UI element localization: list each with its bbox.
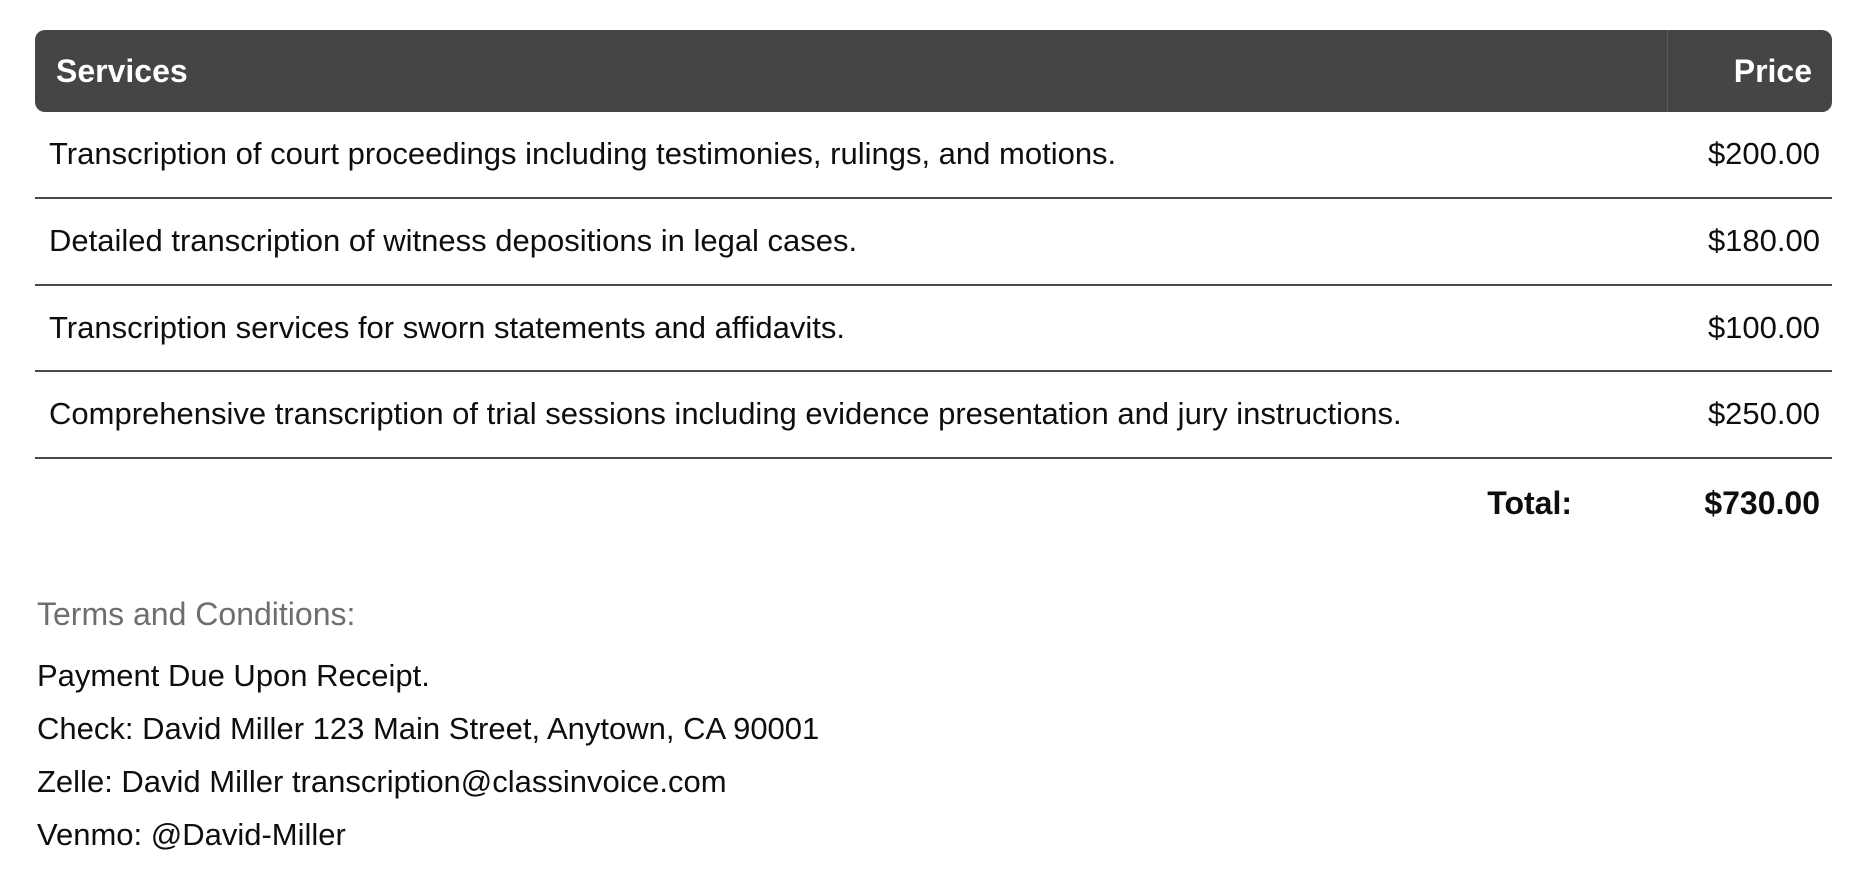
total-label: Total:	[1487, 485, 1572, 522]
services-table	[35, 30, 1832, 548]
terms-line-venmo: Venmo: @David-Miller	[37, 817, 346, 853]
service-description: Transcription of court proceedings including testimonies, rulings, and motions.	[49, 136, 1117, 171]
service-price: $100.00	[1707, 309, 1820, 345]
table-row	[35, 112, 1832, 199]
total-row	[35, 459, 1832, 548]
table-row	[35, 199, 1832, 286]
table-header-row	[35, 30, 1832, 112]
service-price: $250.00	[1707, 396, 1820, 432]
terms-line-zelle: Zelle: David Miller transcription@classinvoice.com	[37, 764, 727, 800]
terms-line-check: Check: David Miller 123 Main Street, Anytown, CA 90001	[37, 711, 820, 747]
total-value: $730.00	[1704, 485, 1820, 522]
table-row	[35, 286, 1832, 373]
column-header-price: Price	[1667, 30, 1832, 112]
service-description: Transcription services for sworn statements and affidavits.	[49, 309, 845, 345]
terms-line-payment: Payment Due Upon Receipt.	[37, 658, 430, 694]
table-row	[35, 372, 1832, 459]
service-description: Comprehensive transcription of trial sessions including evidence presentation and jury instructions.	[49, 396, 1402, 432]
service-description: Detailed transcription of witness depositions in legal cases.	[49, 222, 858, 258]
column-header-services: Services	[56, 52, 188, 89]
service-price: $200.00	[1707, 136, 1820, 171]
terms-heading: Terms and Conditions:	[37, 596, 356, 633]
terms-section	[35, 596, 1832, 861]
service-price: $180.00	[1707, 222, 1820, 258]
